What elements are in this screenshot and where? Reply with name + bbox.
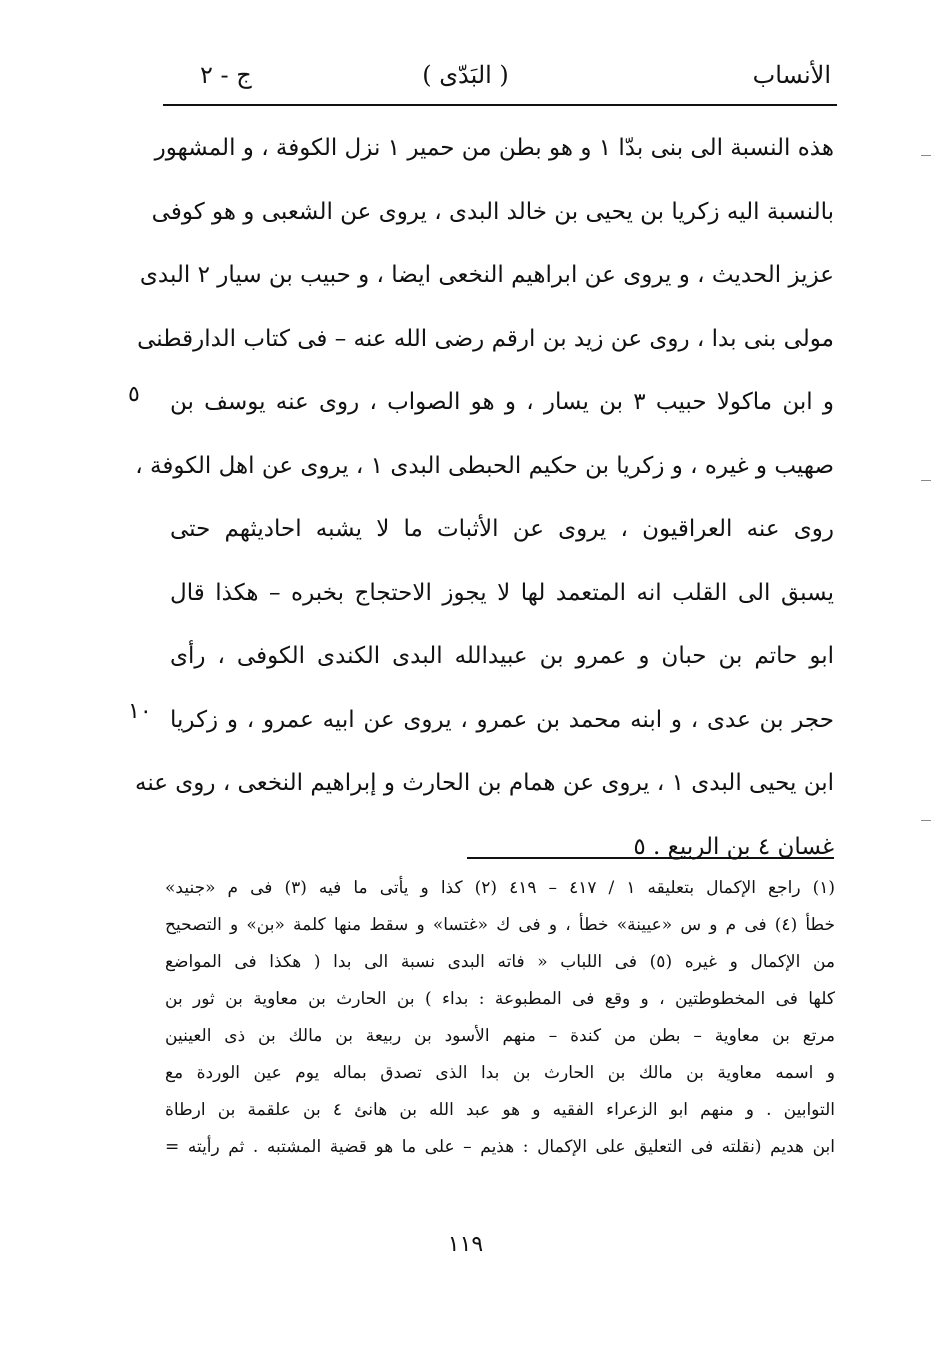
footnote-line: من الإكمال و غيره (٥) فى اللباب « فاته البدى نسبة الى بدا ( هكذا فى المواضع (165, 952, 835, 972)
footnote-line: كلها فى المخطوطتين ، و وقع فى المطبوعة : بداء ) بن الحارث بن معاوية بن ثور بن (165, 989, 835, 1009)
body-line: صهيب و غيره ، و زكريا بن حكيم الحبطى البدى ١ ، يروى عن اهل الكوفة ، (135, 452, 834, 479)
footnotes (165, 870, 835, 1166)
body-line: حجر بن عدى ، و ابنه محمد بن عمرو ، يروى عن ابيه عمرو ، و زكريا (170, 706, 834, 733)
body-line: غسان ٤ بن الربيع . ٥ (633, 833, 834, 860)
footnote-line: مرتع بن معاوية – بطن من كندة – منهم الأسود بن ربيعة بن مالك بن ذى العينين (165, 1026, 835, 1046)
body-line: ابو حاتم بن حبان و عمرو بن عبيدالله البدى الكندى الكوفى ، رأى (170, 643, 834, 669)
scan-edge-mark (921, 820, 931, 821)
footnote-rule (467, 857, 834, 859)
volume-label: ج - ٢ (200, 61, 252, 89)
entry-title: ( البَدّى ) (422, 61, 509, 89)
body-line: مولى بنى بدا ، روى عن زيد بن ارقم رضى الله عنه – فى كتاب الدارقطنى (137, 325, 834, 352)
body-line: و ابن ماكولا حبيب ٣ بن يسار ، و هو الصواب ، روى عنه يوسف بن (170, 389, 834, 415)
footnote-line: خطأ (٤) فى م و س «عيينة» خطأ ، و فى ك «غتسا» و سقط منها كلمة «بن» و التصحيح (165, 915, 836, 935)
footnote-line: (١) راجع الإكمال بتعليقه ١ / ٤١٧ – ٤١٩ (٢) كذا و يأتى ما فيه (٣) فى م «جنيد» (165, 878, 835, 898)
body-line: روى عنه العراقيون ، يروى عن الأثبات ما لا يشبه احاديثهم حتى (170, 516, 834, 542)
footnote-line: التوابين . و منهم ابو الزعراء الفقيه و هو عبد الله بن هانئ ٤ بن علقمة بن ارطاة (165, 1100, 835, 1120)
scan-edge-mark (921, 480, 931, 481)
page-number: ١١٩ (447, 1232, 484, 1257)
footnote-line: و اسمه معاوية بن مالك بن الحارث بن بدا الذى تصدق بماله يوم عين الوردة مع (165, 1063, 835, 1083)
body-line: ابن يحيى البدى ١ ، يروى عن همام بن الحارث و إبراهيم النخعى ، روى عنه (134, 770, 834, 796)
line-number-5: ٥ (128, 382, 140, 407)
scan-edge-mark (921, 155, 931, 156)
line-number-10: ١٠ (128, 699, 152, 724)
book-title: الأنساب (752, 61, 831, 89)
body-line: يسبق الى القلب انه المتعمد لها لا يجوز الاحتجاج بخبره – هكذا قال (170, 579, 834, 606)
body-line: هذه النسبة الى بنى بدّا ١ و هو بطن من حمير ١ نزل الكوفة ، و المشهور (154, 135, 834, 161)
body-line: بالنسبة اليه زكريا بن يحيى بن خالد البدى ، يروى عن الشعبى و هو كوفى (151, 198, 834, 225)
header-rule (163, 104, 837, 106)
footnote-line: ابن هديم (نقلته فى التعليق على الإكمال : هذيم – على ما هو قضية المشتبه . ثم رأيته = (165, 1137, 835, 1157)
body-line: عزيز الحديث ، و يروى عن ابراهيم النخعى ايضا ، و حبيب بن سيار ٢ البدى (139, 262, 834, 288)
